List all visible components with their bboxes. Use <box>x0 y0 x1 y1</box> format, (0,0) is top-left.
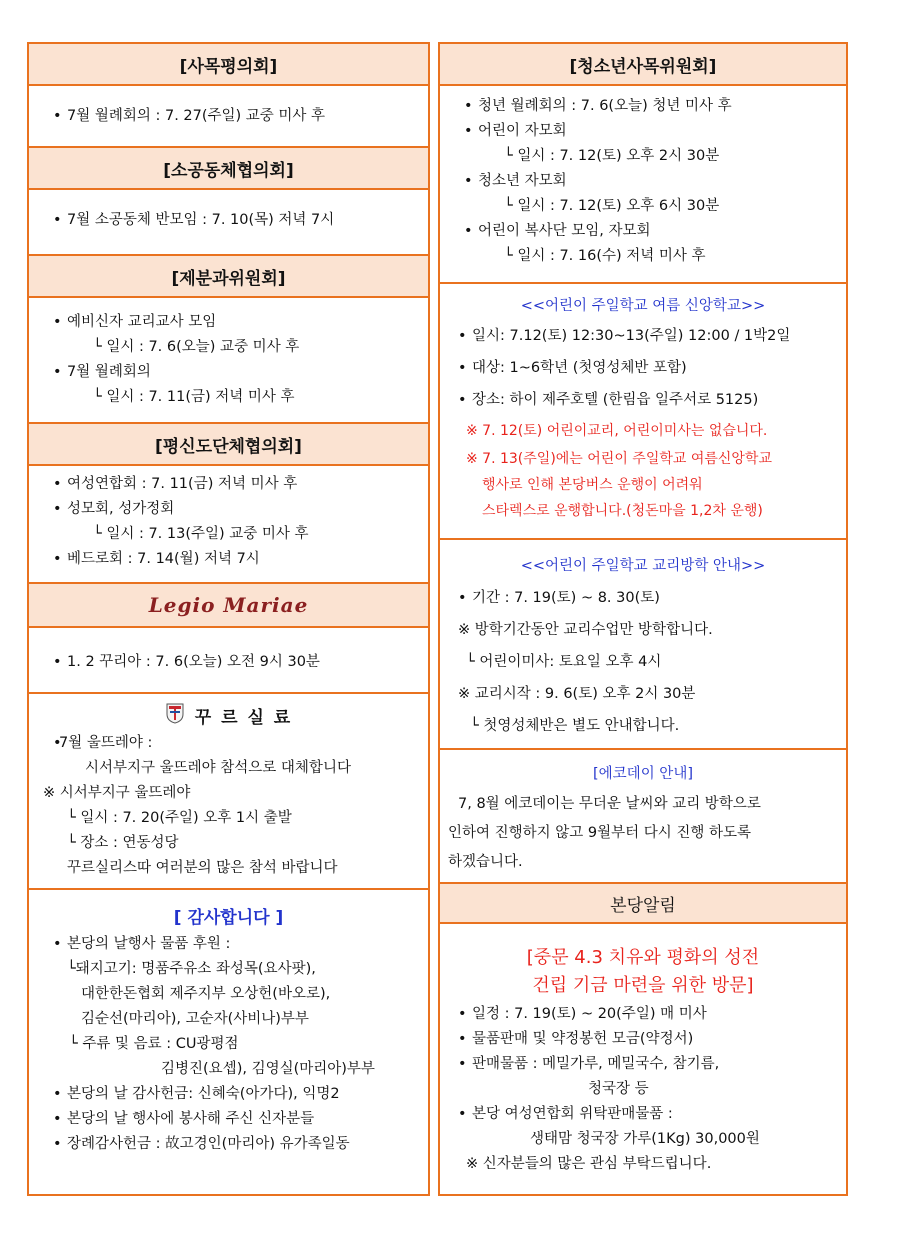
headline: [중문 4.3 치유와 평화의 성전 <box>526 947 760 968</box>
left-column <box>27 42 430 1196</box>
list-item: • 판매물품 : 메밀가루, 메밀국수, 참기름, <box>448 1052 838 1077</box>
list-item: • 어린이 복사단 모임, 자모회 <box>454 219 832 244</box>
notice: 스타렉스로 운행합니다.(청돈마을 1,2차 운행) <box>482 503 763 519</box>
list-item: • 청년 월례회의 : 7. 6(오늘) 청년 미사 후 <box>454 94 832 119</box>
list-item: • 본당의 날 감사헌금: 신혜숙(아가다), 익명2 <box>43 1082 414 1107</box>
section-header-wrap <box>29 582 428 628</box>
section-title: [청소년사목위원회] <box>440 44 846 86</box>
section-title: <<어린이 주일학교 여름 신앙학교>> <box>520 298 766 314</box>
section-ecoday <box>440 748 846 882</box>
list-item: • 장소: 하이 제주호텔 (한림읍 일주서로 5125) <box>448 384 838 416</box>
section-title: 꾸 르 실 료 <box>194 708 293 728</box>
list-item: • 물품판매 및 약정봉헌 모금(약정서) <box>448 1027 838 1052</box>
note: ※ 신자분들의 많은 관심 부탁드립니다. <box>466 1156 712 1172</box>
notice: 행사로 인해 본당버스 운행이 어려워 <box>482 477 703 493</box>
list-subitem: 시서부지구 울뜨레야 참석으로 대체합니다 <box>85 760 351 776</box>
headline: 건립 기금 마련을 위한 방문] <box>532 975 754 996</box>
section-thanks <box>29 888 428 1194</box>
list-item: • 7월 울뜨레야 : <box>43 731 414 756</box>
right-column <box>438 42 848 1196</box>
list-subitem: └ 일시 : 7. 13(주일) 교중 미사 후 <box>93 526 309 542</box>
section-title: [평신도단체협의회] <box>29 422 428 466</box>
list-subitem: 청국장 등 <box>588 1081 649 1097</box>
section-title: [ 감사합니다 ] <box>173 908 284 928</box>
note: ※ 교리시작 : 9. 6(토) 오후 2시 30분 <box>458 686 696 702</box>
section-summer-school <box>440 282 846 538</box>
list-subitem: 김순선(마리아), 고순자(사비나)부부 <box>81 1011 309 1027</box>
list-item: • 본당 여성연합회 위탁판매물품 : <box>448 1102 838 1127</box>
section-header-wrap <box>29 254 428 298</box>
cursillo-emblem-icon <box>165 702 185 729</box>
list-item: • 성모회, 성가정회 <box>43 497 414 522</box>
section-header-wrap <box>440 882 846 924</box>
section-body <box>29 298 428 422</box>
section-header-wrap <box>29 422 428 466</box>
list-subitem: └ 일시 : 7. 11(금) 저녁 미사 후 <box>93 389 295 405</box>
list-item: • 7월 소공동체 반모임 : 7. 10(목) 저녁 7시 <box>43 208 414 233</box>
list-item: • 본당의 날 행사에 봉사해 주신 신자분들 <box>43 1107 414 1132</box>
notice: ※ 7. 13(주일)에는 어린이 주일학교 여름신앙학교 <box>466 451 772 467</box>
section-body <box>29 86 428 146</box>
list-subitem: └ 일시 : 7. 16(수) 저녁 미사 후 <box>504 248 706 264</box>
notice: ※ 7. 12(토) 어린이교리, 어린이미사는 없습니다. <box>466 423 768 439</box>
list-item: • 7월 월례회의 <box>43 360 414 385</box>
note: └ 어린이미사: 토요일 오후 4시 <box>466 654 662 670</box>
list-item: • 7월 월례회의 : 7. 27(주일) 교중 미사 후 <box>43 104 414 129</box>
section-pastoral-council <box>29 44 428 86</box>
list-item: • 예비신자 교리교사 모임 <box>43 310 414 335</box>
section-header-wrap <box>29 146 428 190</box>
list-item: • 1. 2 꾸리아 : 7. 6(오늘) 오전 9시 30분 <box>43 650 414 675</box>
list-item: • 일시: 7.12(토) 12:30~13(주일) 12:00 / 1박2일 <box>448 320 838 352</box>
section-title-row <box>29 702 428 729</box>
list-subitem: └돼지고기: 명품주유소 좌성목(요사팟), <box>67 961 316 977</box>
section-body <box>29 190 428 254</box>
list-subitem: 김병진(요셉), 김영실(마리아)부부 <box>161 1061 375 1077</box>
list-item: • 기간 : 7. 19(토) ~ 8. 30(토) <box>448 582 838 614</box>
list-subitem: └ 주류 및 음료 : CU광평점 <box>69 1036 239 1052</box>
section-cursillo <box>29 692 428 888</box>
section-body <box>440 86 846 282</box>
paragraph-line: 하겠습니다. <box>448 854 523 870</box>
section-title: 본당알림 <box>440 882 846 924</box>
closing-text: 꾸르실리스따 여러분의 많은 참석 바랍니다 <box>67 860 338 876</box>
list-item: • 베드로회 : 7. 14(월) 저녁 7시 <box>43 547 414 572</box>
list-subitem: └ 일시 : 7. 20(주일) 오후 1시 출발 <box>67 810 292 826</box>
section-header-wrap <box>440 44 846 86</box>
list-subitem: 생태맘 청국장 가루(1Kg) 30,000원 <box>530 1131 760 1147</box>
list-item: • 어린이 자모회 <box>454 119 832 144</box>
note: ※ 시서부지구 울뜨레야 <box>43 785 191 801</box>
list-item: • 일정 : 7. 19(토) ~ 20(주일) 매 미사 <box>448 1002 838 1027</box>
list-item: • 대상: 1~6학년 (첫영성체반 포함) <box>448 352 838 384</box>
section-body <box>29 466 428 582</box>
list-subitem: └ 장소 : 연동성당 <box>67 835 179 851</box>
list-item: • 청소년 자모회 <box>454 169 832 194</box>
paragraph-line: 인하여 진행하지 않고 9월부터 다시 진행 하도록 <box>448 825 752 841</box>
list-item: • 본당의 날행사 물품 후원 : <box>43 932 414 957</box>
section-title: [사목평의회] <box>29 44 428 86</box>
note: └ 첫영성체반은 별도 안내합니다. <box>470 718 680 734</box>
list-item: • 장례감사헌금 : 故고경인(마리아) 유가족일동 <box>43 1132 414 1157</box>
section-title: Legio Mariae <box>29 582 428 628</box>
note: ※ 방학기간동안 교리수업만 방학합니다. <box>458 622 713 638</box>
section-school-break <box>440 538 846 748</box>
section-title: [소공동체협의회] <box>29 146 428 190</box>
list-subitem: └ 일시 : 7. 12(토) 오후 2시 30분 <box>504 148 720 164</box>
section-title: [에코데이 안내] <box>593 766 693 782</box>
section-title: [제분과위원회] <box>29 254 428 298</box>
section-parish-notice <box>440 924 846 1194</box>
list-item: • 여성연합회 : 7. 11(금) 저녁 미사 후 <box>43 472 414 497</box>
paragraph-line: 7, 8월 에코데이는 무더운 날씨와 교리 방학으로 <box>458 796 761 812</box>
list-subitem: └ 일시 : 7. 12(토) 오후 6시 30분 <box>504 198 720 214</box>
section-title: <<어린이 주일학교 교리방학 안내>> <box>520 558 766 574</box>
section-body <box>29 628 428 692</box>
list-subitem: └ 일시 : 7. 6(오늘) 교중 미사 후 <box>93 339 300 355</box>
list-subitem: 대한한돈협회 제주지부 오상헌(바오로), <box>81 986 331 1002</box>
